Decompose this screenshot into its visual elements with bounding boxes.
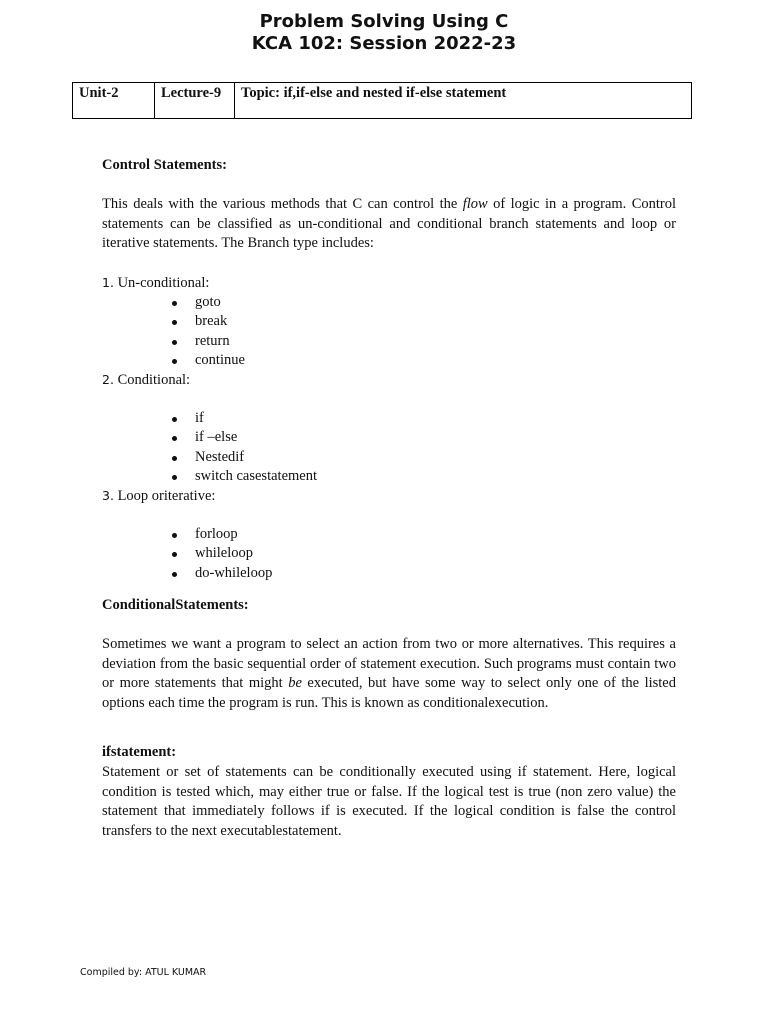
conditional-paragraph [102, 635, 676, 713]
control-intro-flow: flow [462, 196, 488, 212]
loop-list [168, 525, 272, 583]
category-conditional [102, 372, 190, 389]
document-title: Problem Solving Using C [259, 11, 509, 32]
list-item: if –else [168, 428, 317, 447]
footer-credit: Compiled by: ATUL KUMAR [80, 967, 207, 978]
control-statements-heading: Control Statements: [102, 157, 227, 173]
list-item: forloop [168, 525, 272, 544]
list-item: do-whileloop [168, 564, 272, 583]
list-item: continue [168, 351, 245, 370]
conditional-list [168, 409, 317, 486]
lecture-info-table [72, 82, 692, 119]
conditional-text-b: executed, but have some way to select only one of the listed options each time the program is run. This is known as conditionalexecution. [102, 675, 676, 711]
list-item: goto [168, 293, 245, 312]
unconditional-list [168, 293, 245, 370]
category-loop [102, 488, 215, 505]
category-unconditional [102, 275, 209, 292]
conditional-be: be [288, 675, 302, 691]
category-number: 2. [102, 372, 114, 387]
if-statement-paragraph: Statement or set of statements can be conditionally executed using if statement. Here, logical condition is tested which, may either true or false. If the logical test is true (non zero value) the statement that immediately follows if is executed. If the logical condition is false the control transfers to the next executablestatement. [102, 764, 676, 839]
category-label: Conditional: [113, 372, 191, 388]
control-intro-paragraph [102, 195, 676, 254]
lecture-cell: Lecture-9 [155, 83, 235, 118]
control-intro-text-b: of logic in a program. Control statements can be classified as un-conditional and conditional branch statements and loop or iterative statements. The Branch type includes: [102, 196, 676, 251]
document-subtitle: KCA 102: Session 2022-23 [251, 33, 517, 54]
conditional-statements-heading: ConditionalStatements: [102, 597, 249, 613]
list-item: whileloop [168, 544, 272, 563]
topic-cell: Topic: if,if-else and nested if-else statement [241, 85, 507, 101]
if-statement-heading: ifstatement: [102, 744, 177, 760]
category-label: Loop oriterative: [113, 488, 216, 504]
control-intro-text-a: This deals with the various methods that C can control the [102, 196, 463, 212]
list-item: if [168, 409, 317, 428]
conditional-text-a: Sometimes we want a program to select an action from two or more alternatives. This requires a deviation from the basic sequential order of statement execution. Such programs must contain two or more statements that might [102, 636, 676, 691]
unit-cell: Unit-2 [73, 83, 155, 118]
list-item: return [168, 332, 245, 351]
category-number: 1. [102, 275, 114, 290]
list-item: Nestedif [168, 448, 317, 467]
list-item: switch casestatement [168, 467, 317, 486]
list-item: break [168, 312, 245, 331]
category-label: Un-conditional: [113, 275, 210, 291]
category-number: 3. [102, 488, 114, 503]
